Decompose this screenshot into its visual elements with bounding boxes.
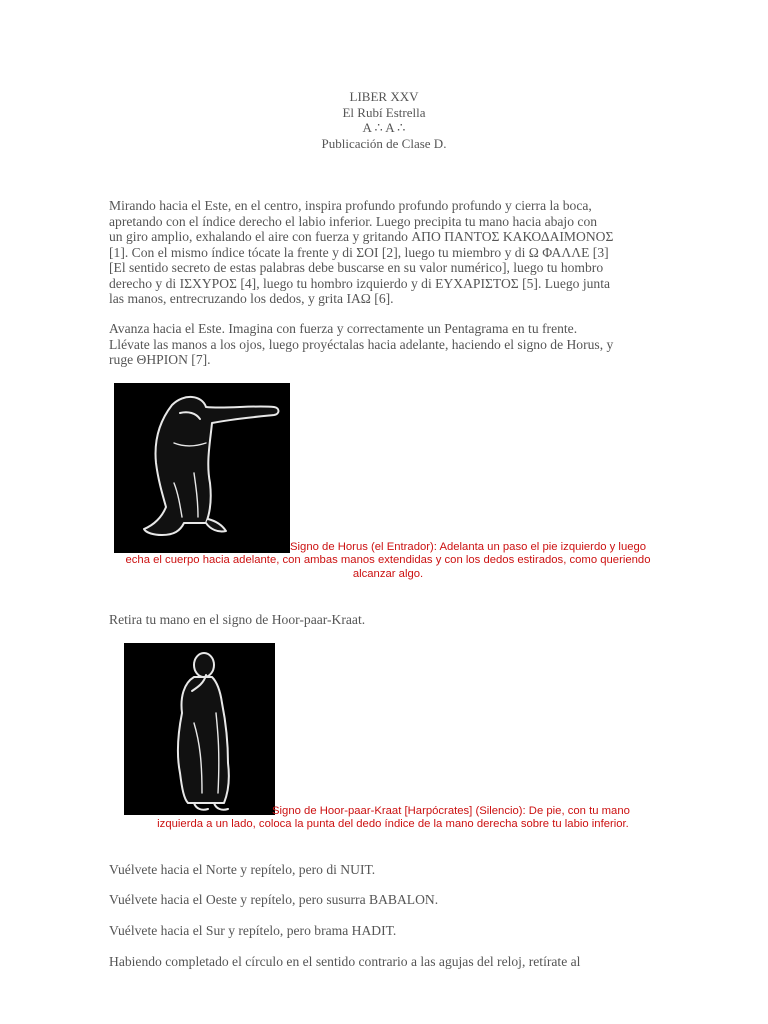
text-line: ruge ΘΗΡΙΟΝ [7]. [109, 352, 211, 367]
title-line: LIBER XXV [349, 89, 419, 104]
paragraph-3: Retira tu mano en el signo de Hoor-paar-Kraat. [109, 612, 366, 627]
hoor-paar-kraat-sign-caption [138, 805, 648, 832]
text-line: Llévate las manos a los ojos, luego proyéctalas hacia adelante, haciendo el signo de Horus, y [109, 336, 614, 352]
title-block [0, 89, 768, 151]
horus-sign-image [114, 383, 290, 553]
caption-line: echa el cuerpo hacia adelante, con ambas manos extendidas y con los dedos estirados, como queriendo [125, 554, 651, 567]
hoor-paar-kraat-figure-illustration [124, 643, 275, 815]
horus-sign-caption [118, 541, 658, 581]
text-line: apretando con el índice derecho el labio inferior. Luego precipita tu mano hacia abajo con [109, 213, 598, 229]
text-line: [1]. Con el mismo índice tócate la frente y di ΣΟΙ [2], luego tu miembro y di Ω ΦΑΛΛΕ [3] [109, 244, 609, 260]
subtitle-line: El Rubí Estrella [342, 104, 426, 120]
text-line: las manos, entrecruzando los dedos, y grita ΙΑΩ [6]. [109, 291, 394, 306]
paragraph-4: Vuélvete hacia el Norte y repítelo, pero di NUIT. [109, 862, 376, 877]
paragraph-7: Habiendo completado el círculo en el sentido contrario a las agujas del reloj, retírate al [109, 954, 581, 969]
order-line: A ∴ A ∴ [362, 120, 406, 135]
text-line: derecho y di ΙΣΧΥΡΟΣ [4], luego tu hombro izquierdo y di ΕΥΧΑΡΙΣΤΟΣ [5]. Luego junta [109, 275, 611, 291]
paragraph-2 [109, 321, 669, 368]
hoor-paar-kraat-sign-image [124, 643, 275, 815]
paragraph-5: Vuélvete hacia el Oeste y repítelo, pero susurra BABALON. [109, 892, 439, 907]
paragraph-6: Vuélvete hacia el Sur y repítelo, pero brama HADIT. [109, 923, 397, 938]
text-line: [El sentido secreto de estas palabras debe buscarse en su valor numérico], luego tu hombro [109, 260, 604, 275]
class-line: Publicación de Clase D. [321, 135, 447, 151]
text-line: un giro amplio, exhalando el aire con fuerza y gritando ΑΠΟ ΠΑΝΤΟΣ ΚΑΚΟΔΑΙΜΟΝΟΣ [109, 229, 614, 244]
caption-line: izquierda a un lado, coloca la punta del dedo índice de la mano derecha sobre tu labio inferior. [157, 818, 629, 831]
horus-figure-illustration [114, 383, 290, 553]
text-line: Avanza hacia el Este. Imagina con fuerza y correctamente un Pentagrama en tu frente. [109, 321, 578, 336]
paragraph-1 [109, 198, 669, 307]
caption-line: alcanzar algo. [352, 567, 424, 580]
text-line: Mirando hacia el Este, en el centro, inspira profundo profundo profundo y cierra la boca, [109, 198, 592, 213]
caption-line: Signo de Hoor-paar-Kraat [Harpócrates] (Silencio): De pie, con tu mano [272, 805, 630, 817]
caption-line: Signo de Horus (el Entrador): Adelanta un paso el pie izquierdo y luego [290, 541, 647, 553]
